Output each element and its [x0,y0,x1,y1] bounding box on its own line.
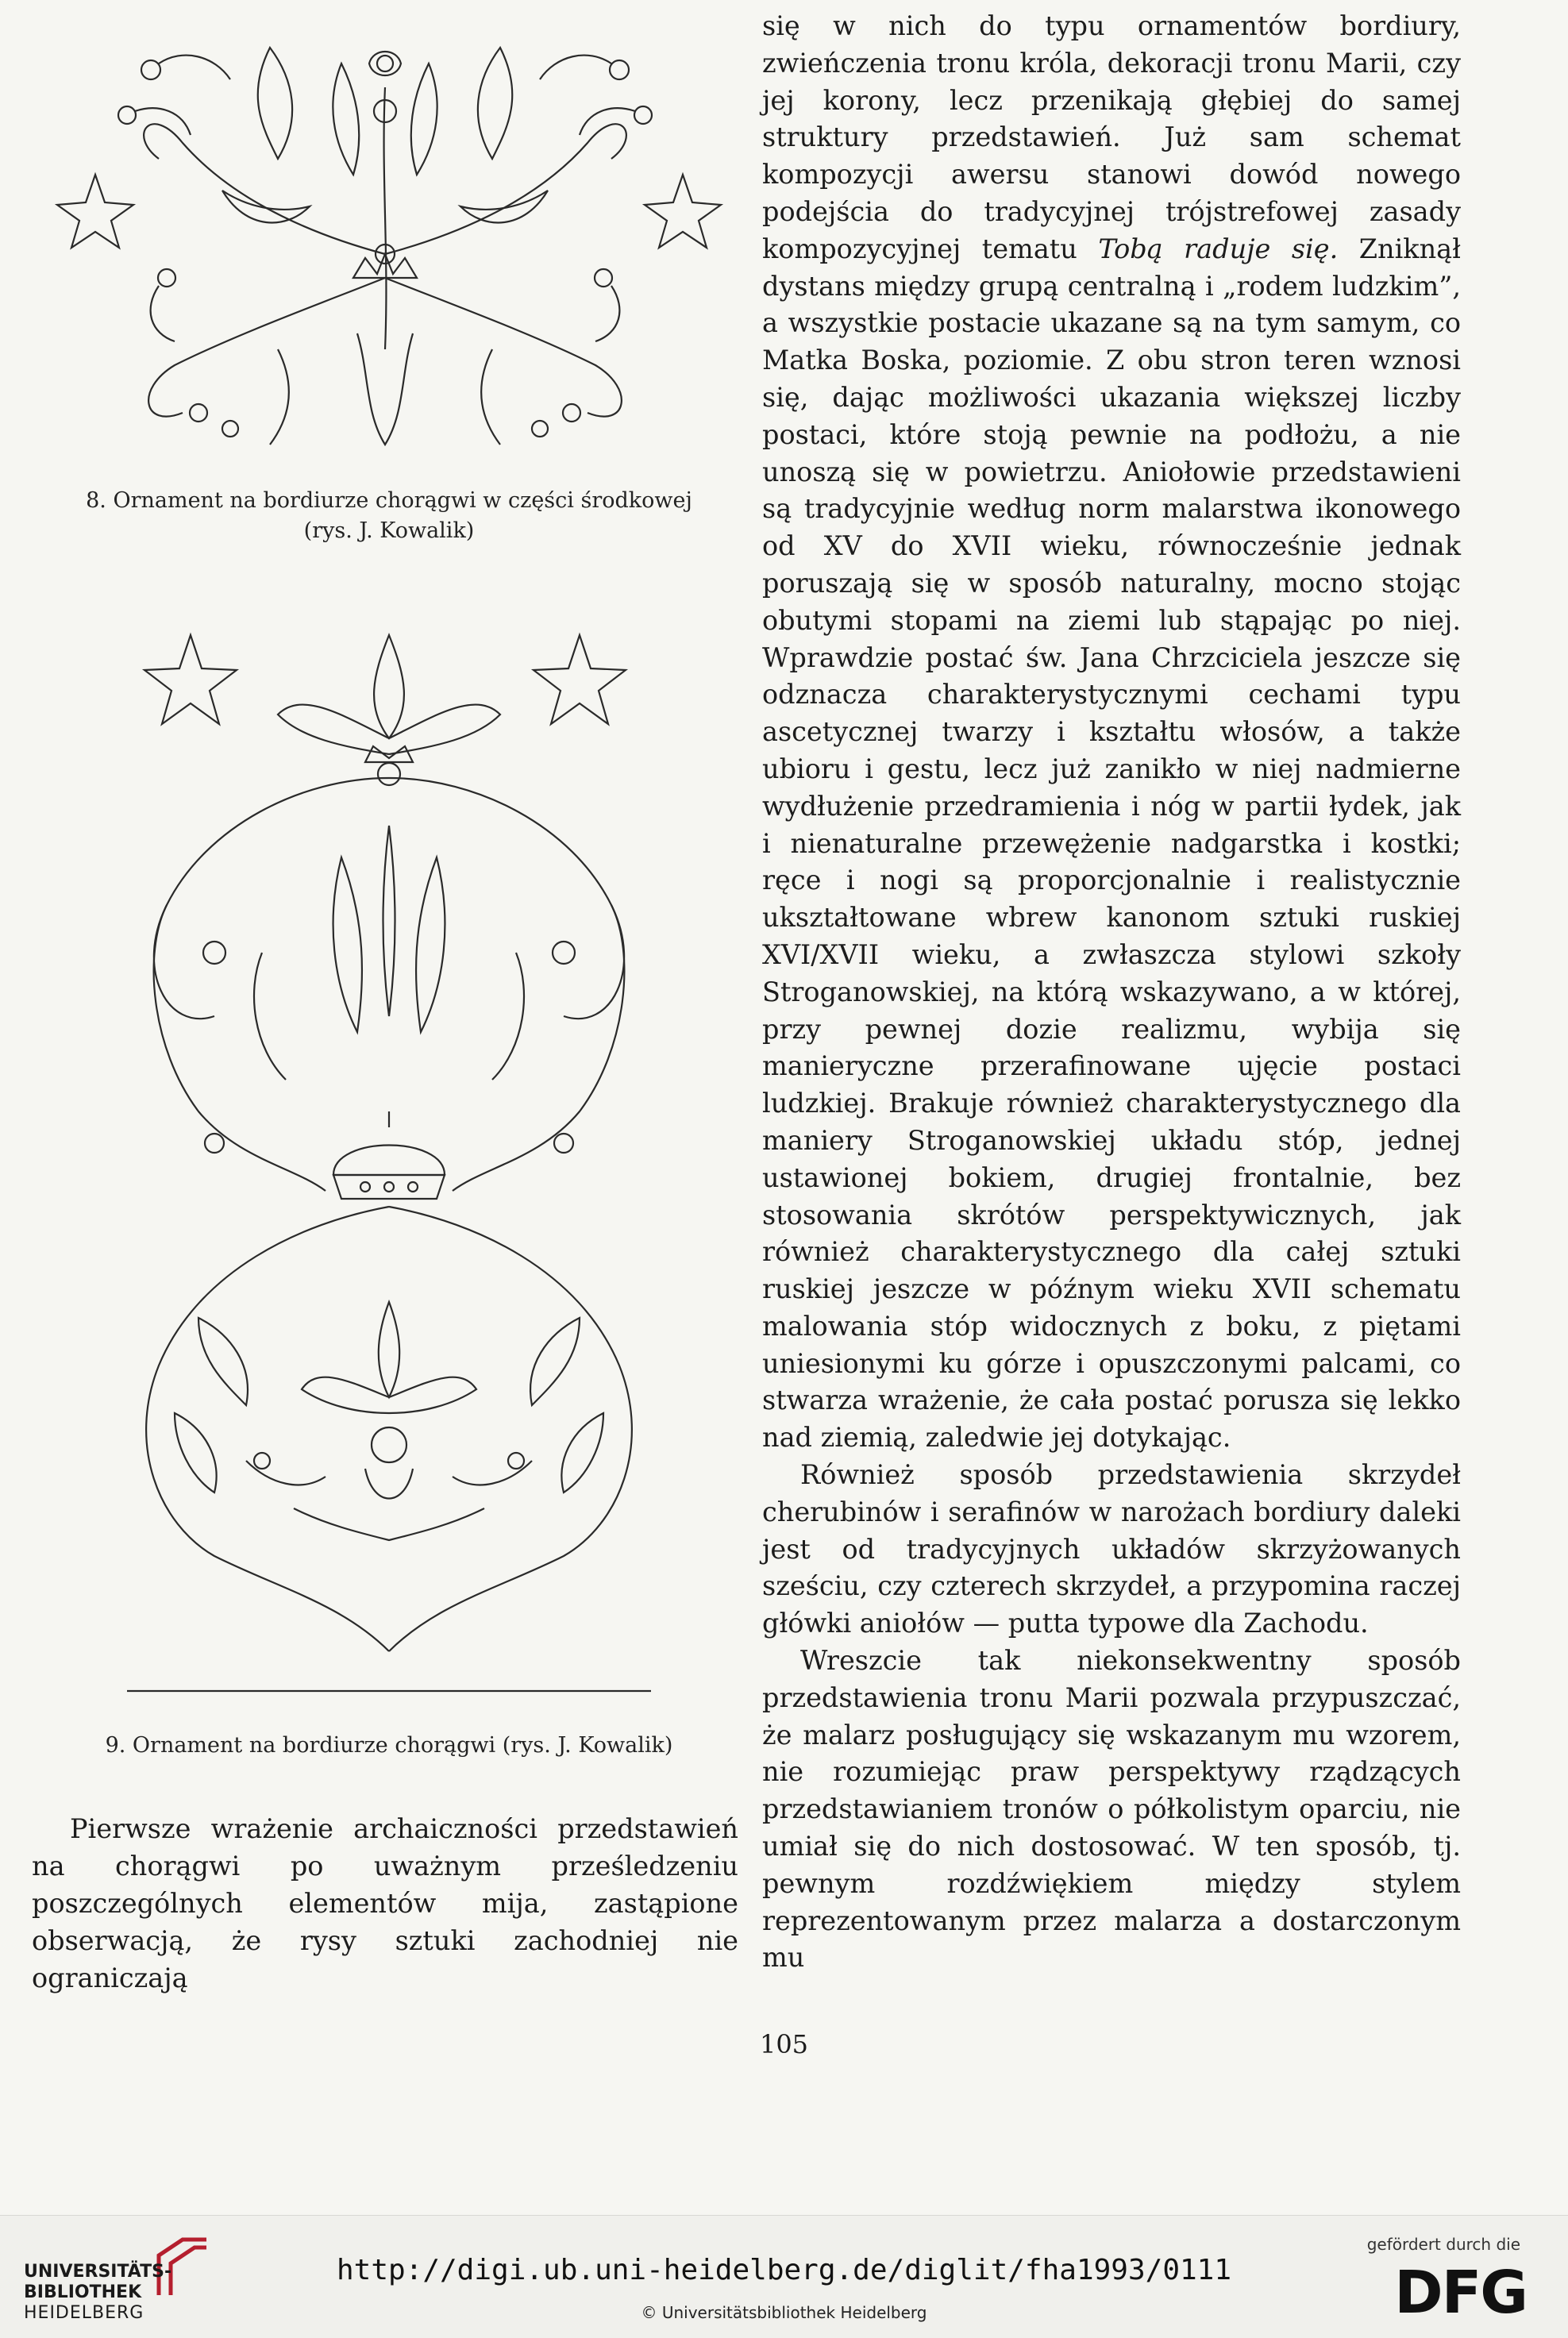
funding-note: gefördert durch die [1366,2235,1520,2254]
copyright-notice: © Universitätsbibliothek Heidelberg [641,2303,927,2322]
dfg-logo: DFG [1394,2259,1527,2327]
permalink-url[interactable]: http://digi.ub.uni-heidelberg.de/diglit/fha1993/0111 [336,2254,1232,2286]
star-right-icon [645,175,721,248]
star-right-icon [534,635,626,724]
figure-9-caption-title: 9. Ornament na bordiurze chorągwi (rys. J. Kowalik) [105,1733,673,1758]
library-name-line1: UNIVERSITÄTS- [24,2262,172,2282]
figure-8-ornament [40,16,730,476]
star-left-icon [144,635,237,724]
library-name-line2: BIBLIOTHEK [24,2282,142,2302]
page-number: 105 [759,2029,809,2059]
figure-8-caption-title: 8. Ornament na bordiurze chorągwi w części środkowej [86,488,692,513]
left-body-text [32,1810,738,1997]
left-paragraph: Pierwsze wrażenie archaiczności przedstawień na chorągwi po uważnym prześledzeniu poszczególnych elementów mija, zastąpione obserwacją, że rysy sztuki zachodniej nie ograniczają [32,1813,738,1993]
figure-9-caption [32,1731,746,1761]
right-paragraph-1-text: się w nich do typu ornamentów bordiury, zwieńczenia tronu króla, dekoracji tronu Marii, czy jej korony, lecz przenikają głębiej do samej struktury przedstawień. Już sam schemat kompozycji awersu stanowi dowód nowego podejścia do tradycyjnej trójstrefowej zasady kompozycyjnej tematu [762,10,1461,264]
figure-8-caption [32,486,746,546]
figure-9-ornament [103,619,675,1699]
right-column [762,8,1461,1977]
right-paragraph-1 [762,8,1461,1457]
right-paragraph-1-continued: Zniknął dystans między grupą centralną i „rodem ludzkim”, a wszystkie postacie ukazane są na tym samym, co Matka Boska, poziomie. Z obu stron teren wznosi się, dając możliwości ukazania większej liczby postaci, które stoją pewnie na podłożu, a nie unoszą się w powietrzu. Aniołowie przedstawieni są tradycyjnie według norm malarstwa ikonowego od XV do XVII wieku, równocześnie jednak poruszają się w sposób naturalny, mocno stojąc obutymi stopami na ziemi lub stąpając po niej. Wprawdzie postać św. Jana Chrzciciela jeszcze się odznacza charakterystycznymi cechami typu ascetycznej twarzy i kształtu włosów, a także ubioru i gestu, lecz już zanikło w niej nadmierne wydłużenie przedramienia i nóg w partii łydek, jak i nienaturalne przewężenie nadgarstka i kostki; ręce i nogi są proporcjonalnie i realistycznie ukształtowane wbrew kanonom sztuki ruskiej XVI/XVII wieku, a zwłaszcza stylowi szkoły Stroganowskiej, na którą wskazywano, a w której, przy pewnej dozie realizmu, wybija się manieryczne przerafinowane ujęcie postaci ludzkiej. Brakuje również charakterystycznego dla maniery Stroganowskiej układu stóp, jednej ustawionej bokiem, drugiej frontalnie, bez stosowania skrótów perspektywicznych, jak również charakterystycznego dla całej sztuki ruskiej jeszcze w późnym wieku XVII schematu malowania stóp widocznych z boku, z piętami uniesionymi ku górze i opuszczonymi palcami, co stwarza wrażenie, że cała postać porusza się lekko nad ziemią, zaledwie jej dotykając. [762,233,1461,1454]
right-paragraph-3: Wreszcie tak niekonsekwentny sposób przedstawienia tronu Marii pozwala przypuszczać, że malarz posługujący się wskazanym mu wzorem, nie rozumiejąc praw perspektywy rządzących przedstawianiem tronów o półkolistym oparciu, nie umiał się do nich dostosować. W ten sposób, tj. pewnym rozdźwiękiem między stylem reprezentowanym przez malarza a dostarczonym mu [762,1645,1461,1974]
library-name-line3: HEIDELBERG [24,2303,144,2323]
italic-title: Tobą raduje się. [1098,233,1339,264]
footer-bar [0,2215,1568,2338]
star-left-icon [57,175,133,248]
figure-8-caption-credit: (rys. J. Kowalik) [303,518,475,543]
right-paragraph-2: Również sposób przedstawienia skrzydeł cherubinów i serafinów w narożach bordiury daleki jest od tradycyjnych układów skrzyżowanych sześciu, czy czterech skrzydeł, a przypomina raczej główki aniołów — putta typowe dla Zachodu. [762,1459,1461,1639]
